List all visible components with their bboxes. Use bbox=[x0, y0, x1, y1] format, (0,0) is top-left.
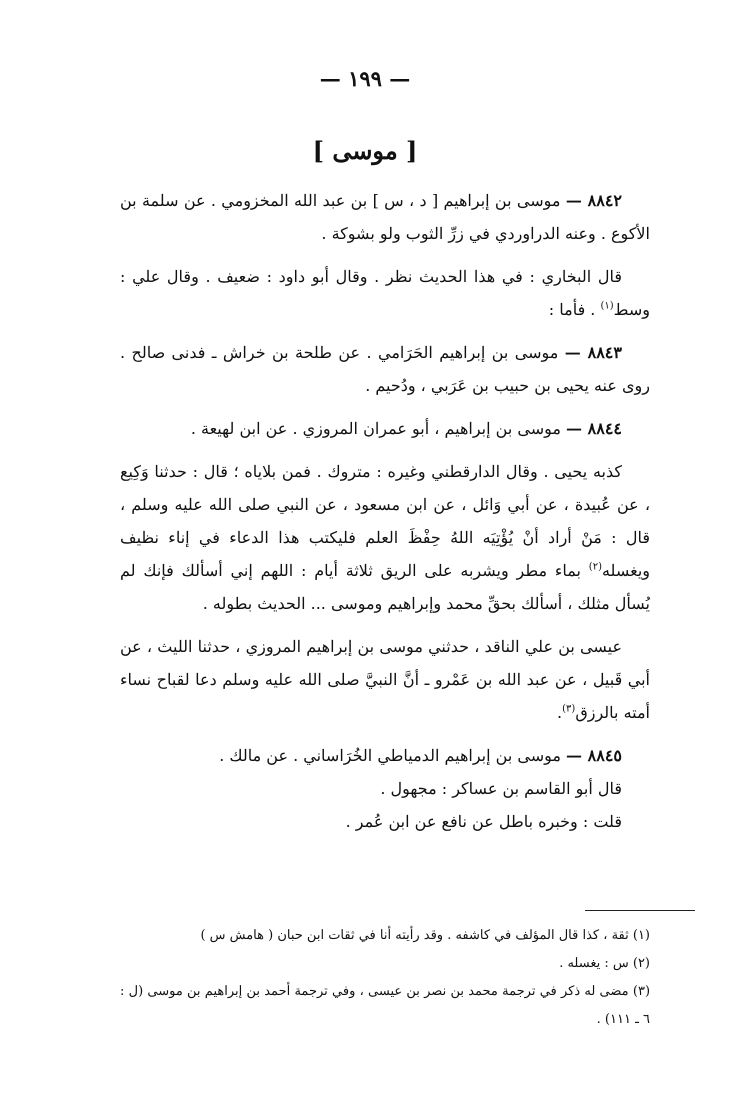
hadith-text-end: بماء مطر ويشربه على الريق ثلاثة أيام : اللهم إني أسألك فإنك لم يُسأل مثلك ، أسألك بحقِّ محمد وإبراهيم وموسى ... الحديث بطوله . bbox=[120, 561, 650, 613]
entry-8845-line3: قلت : وخبره باطل عن نافع عن ابن عُمر . bbox=[345, 812, 622, 831]
footnote-1: (١) ثقة ، كذا قال المؤلف في كاشفه . وقد رأيته أنا في ثقات ابن حبان ( هامش س ) bbox=[200, 928, 650, 943]
footnote-ref: (٣) bbox=[562, 703, 576, 715]
main-text bbox=[120, 184, 650, 848]
entry-text: موسى بن إبراهيم [ د ، س ] بن عبد الله المخزومي . عن سلمة بن الأكوع . وعنه الدراوردي في زرِّ الثوب ولو بشوكة . bbox=[120, 191, 650, 243]
entry-text: موسى بن إبراهيم ، أبو عمران المروزي . عن ابن لهيعة . bbox=[190, 419, 561, 438]
comment-text: قال البخاري : في هذا الحديث نظر . وقال أبو داود : ضعيف . وقال علي : وسط bbox=[120, 267, 650, 319]
section-heading: [ موسى ] bbox=[312, 136, 418, 165]
entry-text: موسى بن إبراهيم الحَرَامي . عن طلحة بن خراش ـ فدنى صالح . روى عنه يحيى بن حبيب بن عَرَبي ، ودُحيم . bbox=[120, 343, 650, 395]
hadith-text: كذبه يحيى . وقال الدارقطني وغيره : متروك . فمن بلاياه ؛ قال : حدثنا وَكِيع ، عن عُبيدة ، عن أبي وَائل ، عن ابن مسعود ، عن النبي صلى الله عليه وسلم ، قال : مَنْ أراد أنْ يُؤْتِيَه اللهُ حِفْظَ العلم فليكتب هذا الدعاء في إناء نظيف ويغسله bbox=[120, 462, 651, 580]
entry-number: ٨٨٤٢ — bbox=[565, 191, 623, 210]
footnote-2: (٢) س : يغسله . bbox=[559, 956, 650, 971]
narration-text: عيسى بن علي الناقد ، حدثني موسى بن إبراهيم المروزي ، حدثنا الليث ، عن أبي قَبيل ، عن عبد الله بن عَمْرو ـ أنَّ النبيَّ صلى الله عليه وسلم دعا لقباح نساء أمته بالرزق bbox=[120, 637, 650, 722]
footnote-divider bbox=[585, 910, 695, 911]
footnote-ref: (٢) bbox=[588, 561, 602, 573]
entry-8845 bbox=[120, 739, 650, 772]
entry-8844-narration bbox=[120, 630, 650, 729]
narration-end: . bbox=[557, 703, 563, 722]
entry-number: ٨٨٤٤ — bbox=[566, 419, 622, 438]
footnote-ref: (١) bbox=[600, 300, 614, 312]
page-number: — ١٩٩ — bbox=[319, 66, 411, 91]
entry-text: موسى بن إبراهيم الدمياطي الخُرَاساني . عن مالك . bbox=[219, 746, 561, 765]
entry-8842-comment bbox=[120, 260, 650, 326]
footnote-3: (٣) مضى له ذكر في ترجمة محمد بن نصر بن عيسى ، وفي ترجمة أحمد بن إبراهيم بن موسى (ل : ٦ ـ ١١١) . bbox=[120, 984, 651, 1027]
entry-8845-line2: قال أبو القاسم بن عساكر : مجهول . bbox=[380, 779, 622, 798]
entry-8842 bbox=[120, 184, 650, 250]
comment-end: . فأما : bbox=[548, 300, 596, 319]
entry-8843 bbox=[120, 336, 650, 402]
entry-number: ٨٨٤٥ — bbox=[566, 746, 622, 765]
entry-8844 bbox=[120, 412, 650, 445]
entry-8844-hadith bbox=[120, 455, 650, 620]
entry-number: ٨٨٤٣ — bbox=[564, 343, 622, 362]
footnotes bbox=[120, 922, 650, 1034]
